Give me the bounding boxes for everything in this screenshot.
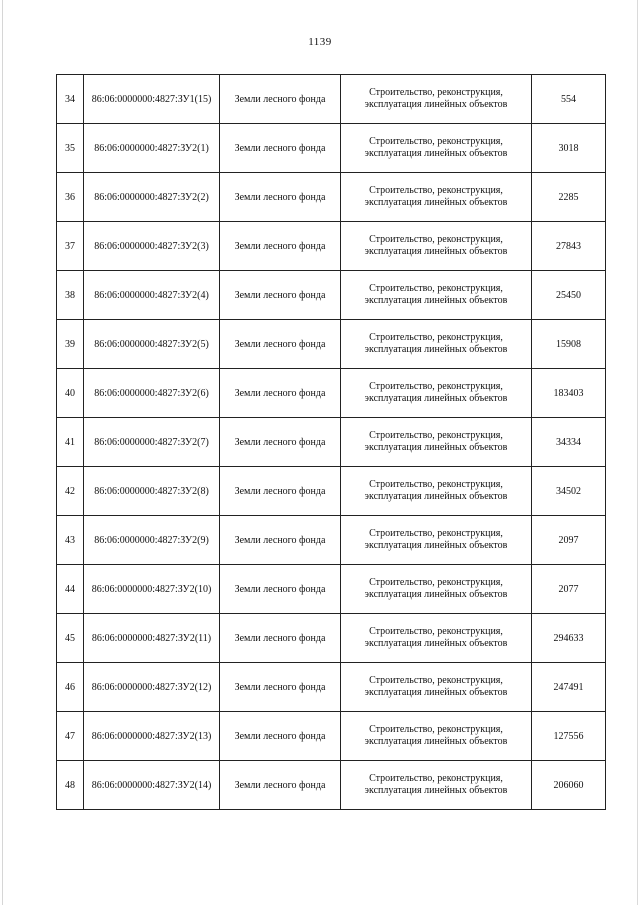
area-cell: 25450 [532,271,606,320]
table-row [57,614,606,663]
table-row [57,369,606,418]
permitted-use-line-1: Строительство, реконструкция, [369,479,503,490]
table-row [57,124,606,173]
cadastral-number-cell: 86:06:0000000:4827:ЗУ2(1) [84,124,220,173]
area-cell: 554 [532,75,606,124]
permitted-use-line-1: Строительство, реконструкция, [369,136,503,147]
permitted-use-line-1: Строительство, реконструкция, [369,185,503,196]
table-row [57,467,606,516]
area-cell: 34334 [532,418,606,467]
permitted-use-cell [341,663,532,712]
permitted-use-cell [341,712,532,761]
permitted-use-cell [341,320,532,369]
permitted-use-line-1: Строительство, реконструкция, [369,283,503,294]
permitted-use-cell [341,516,532,565]
row-number-cell: 36 [57,173,84,222]
cadastral-number-cell: 86:06:0000000:4827:ЗУ2(14) [84,761,220,810]
permitted-use-line-1: Строительство, реконструкция, [369,626,503,637]
cadastral-number-cell: 86:06:0000000:4827:ЗУ2(11) [84,614,220,663]
table-row [57,222,606,271]
permitted-use-cell [341,565,532,614]
area-cell: 247491 [532,663,606,712]
permitted-use-cell [341,124,532,173]
land-category-cell: Земли лесного фонда [220,565,341,614]
permitted-use-line-1: Строительство, реконструкция, [369,381,503,392]
area-cell: 15908 [532,320,606,369]
table-row [57,75,606,124]
permitted-use-line-2: эксплуатация линейных объектов [364,442,508,453]
permitted-use-line-1: Строительство, реконструкция, [369,234,503,245]
permitted-use-line-2: эксплуатация линейных объектов [364,540,508,551]
cadastral-number-cell: 86:06:0000000:4827:ЗУ2(10) [84,565,220,614]
row-number-cell: 42 [57,467,84,516]
table-row [57,712,606,761]
area-cell: 206060 [532,761,606,810]
cadastral-number-cell: 86:06:0000000:4827:ЗУ1(15) [84,75,220,124]
row-number-cell: 35 [57,124,84,173]
table-row [57,565,606,614]
permitted-use-cell [341,369,532,418]
table-row [57,320,606,369]
permitted-use-cell [341,761,532,810]
area-cell: 27843 [532,222,606,271]
land-category-cell: Земли лесного фонда [220,222,341,271]
row-number-cell: 34 [57,75,84,124]
area-cell: 34502 [532,467,606,516]
land-category-cell: Земли лесного фонда [220,124,341,173]
cadastral-number-cell: 86:06:0000000:4827:ЗУ2(12) [84,663,220,712]
area-cell: 127556 [532,712,606,761]
permitted-use-line-2: эксплуатация линейных объектов [364,344,508,355]
permitted-use-cell [341,75,532,124]
cadastral-number-cell: 86:06:0000000:4827:ЗУ2(2) [84,173,220,222]
permitted-use-cell [341,614,532,663]
cadastral-number-cell: 86:06:0000000:4827:ЗУ2(4) [84,271,220,320]
permitted-use-line-1: Строительство, реконструкция, [369,87,503,98]
row-number-cell: 44 [57,565,84,614]
table-row [57,173,606,222]
table-row [57,271,606,320]
row-number-cell: 39 [57,320,84,369]
cadastral-number-cell: 86:06:0000000:4827:ЗУ2(5) [84,320,220,369]
area-cell: 2285 [532,173,606,222]
cadastral-number-cell: 86:06:0000000:4827:ЗУ2(3) [84,222,220,271]
land-category-cell: Земли лесного фонда [220,271,341,320]
row-number-cell: 48 [57,761,84,810]
permitted-use-line-2: эксплуатация линейных объектов [364,148,508,159]
permitted-use-line-2: эксплуатация линейных объектов [364,638,508,649]
page-number: 1139 [308,36,332,48]
row-number-cell: 40 [57,369,84,418]
permitted-use-line-2: эксплуатация линейных объектов [364,295,508,306]
cadastral-number-cell: 86:06:0000000:4827:ЗУ2(8) [84,467,220,516]
permitted-use-cell [341,418,532,467]
permitted-use-line-2: эксплуатация линейных объектов [364,99,508,110]
area-cell: 183403 [532,369,606,418]
land-category-cell: Земли лесного фонда [220,712,341,761]
area-cell: 2077 [532,565,606,614]
permitted-use-line-2: эксплуатация линейных объектов [364,785,508,796]
permitted-use-cell [341,271,532,320]
area-cell: 294633 [532,614,606,663]
permitted-use-cell [341,222,532,271]
row-number-cell: 47 [57,712,84,761]
row-number-cell: 45 [57,614,84,663]
cadastral-number-cell: 86:06:0000000:4827:ЗУ2(13) [84,712,220,761]
scan-edge-right [637,0,638,905]
table-row [57,418,606,467]
permitted-use-line-1: Строительство, реконструкция, [369,332,503,343]
permitted-use-line-2: эксплуатация линейных объектов [364,687,508,698]
row-number-cell: 46 [57,663,84,712]
permitted-use-line-1: Строительство, реконструкция, [369,724,503,735]
land-category-cell: Земли лесного фонда [220,614,341,663]
land-category-cell: Земли лесного фонда [220,761,341,810]
permitted-use-line-2: эксплуатация линейных объектов [364,589,508,600]
row-number-cell: 37 [57,222,84,271]
permitted-use-line-1: Строительство, реконструкция, [369,577,503,588]
permitted-use-line-1: Строительство, реконструкция, [369,773,503,784]
land-plots-table [56,74,606,810]
cadastral-number-cell: 86:06:0000000:4827:ЗУ2(7) [84,418,220,467]
permitted-use-line-1: Строительство, реконструкция, [369,528,503,539]
permitted-use-line-2: эксплуатация линейных объектов [364,246,508,257]
table-row [57,761,606,810]
row-number-cell: 41 [57,418,84,467]
cadastral-number-cell: 86:06:0000000:4827:ЗУ2(9) [84,516,220,565]
land-category-cell: Земли лесного фонда [220,418,341,467]
land-category-cell: Земли лесного фонда [220,75,341,124]
permitted-use-line-2: эксплуатация линейных объектов [364,393,508,404]
row-number-cell: 38 [57,271,84,320]
scan-edge-left [2,0,3,905]
land-category-cell: Земли лесного фонда [220,173,341,222]
area-cell: 3018 [532,124,606,173]
table-body [57,75,606,810]
area-cell: 2097 [532,516,606,565]
land-category-cell: Земли лесного фонда [220,467,341,516]
permitted-use-line-1: Строительство, реконструкция, [369,675,503,686]
permitted-use-line-2: эксплуатация линейных объектов [364,491,508,502]
permitted-use-cell [341,173,532,222]
land-category-cell: Земли лесного фонда [220,663,341,712]
permitted-use-line-1: Строительство, реконструкция, [369,430,503,441]
permitted-use-line-2: эксплуатация линейных объектов [364,736,508,747]
permitted-use-cell [341,467,532,516]
land-category-cell: Земли лесного фонда [220,516,341,565]
land-category-cell: Земли лесного фонда [220,320,341,369]
permitted-use-line-2: эксплуатация линейных объектов [364,197,508,208]
row-number-cell: 43 [57,516,84,565]
cadastral-number-cell: 86:06:0000000:4827:ЗУ2(6) [84,369,220,418]
land-category-cell: Земли лесного фонда [220,369,341,418]
table-row [57,516,606,565]
table-row [57,663,606,712]
